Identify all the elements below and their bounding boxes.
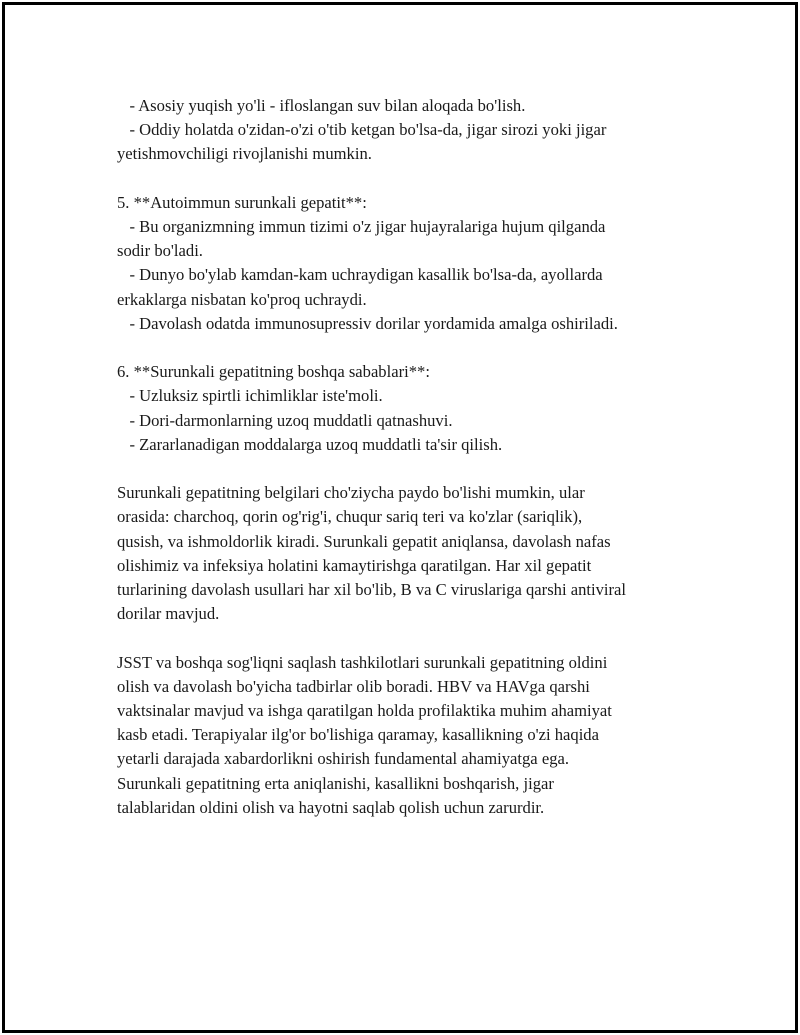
section-heading: 5. **Autoimmun surunkali gepatit**: xyxy=(117,192,367,212)
text-line: JSST va boshqa sog'liqni saqlash tashkilotlari surunkali gepatitning oldini xyxy=(117,652,608,672)
paragraph-gap xyxy=(117,336,697,360)
section-5 xyxy=(117,191,697,336)
text-line: olishimiz va infeksiya holatini kamaytirishga qaratilgan. Har xil gepatit xyxy=(117,555,592,575)
paragraph-gap xyxy=(117,626,697,650)
text-line: olish va davolash bo'yicha tadbirlar olib boradi. HBV va HAVga qarshi xyxy=(117,676,590,696)
list-continuation xyxy=(117,94,697,167)
text-line: dorilar mavjud. xyxy=(117,604,220,624)
section-6 xyxy=(117,360,697,457)
text-line: - Uzluksiz spirtli ichimliklar iste'moli. xyxy=(117,386,383,406)
text-line: erkaklarga nisbatan ko'proq uchraydi. xyxy=(117,289,367,309)
text-line: - Dunyo bo'ylab kamdan-kam uchraydigan kasallik bo'lsa-da, ayollarda xyxy=(117,265,603,285)
paragraph-prevention xyxy=(117,651,697,820)
text-line: kasb etadi. Terapiyalar ilg'or bo'lishiga qaramay, kasallikning o'zi haqida xyxy=(117,725,599,745)
text-line: sodir bo'ladi. xyxy=(117,241,203,261)
text-line: talablaridan oldini olish va hayotni saqlab qolish uchun zarurdir. xyxy=(117,797,545,817)
paragraph-gap xyxy=(117,457,697,481)
text-line: vaktsinalar mavjud va ishga qaratilgan holda profilaktika muhim ahamiyat xyxy=(117,701,612,721)
document-body xyxy=(117,94,697,820)
section-heading: 6. **Surunkali gepatitning boshqa sabablari**: xyxy=(117,362,430,382)
text-line: - Oddiy holatda o'zidan-o'zi o'tib ketgan bo'lsa-da, jigar sirozi yoki jigar xyxy=(117,120,607,140)
paragraph-gap xyxy=(117,167,697,191)
text-line: turlarining davolash usullari har xil bo'lib, B va C viruslariga qarshi antiviral xyxy=(117,580,626,600)
text-line: orasida: charchoq, qorin og'rig'i, chuqur sariq teri va ko'zlar (sariqlik), xyxy=(117,507,583,527)
text-line: - Dori-darmonlarning uzoq muddatli qatnashuvi. xyxy=(117,410,453,430)
text-line: qusish, va ishmoldorlik kiradi. Surunkali gepatit aniqlansa, davolash nafas xyxy=(117,531,611,551)
text-line: yetishmovchiligi rivojlanishi mumkin. xyxy=(117,144,372,164)
text-line: Surunkali gepatitning belgilari cho'ziycha paydo bo'lishi mumkin, ular xyxy=(117,483,585,503)
text-line: - Davolash odatda immunosupressiv dorilar yordamida amalga oshiriladi. xyxy=(117,313,618,333)
text-line: - Asosiy yuqish yo'li - ifloslangan suv bilan aloqada bo'lish. xyxy=(117,96,526,115)
text-line: - Bu organizmning immun tizimi o'z jigar hujayralariga hujum qilganda xyxy=(117,217,606,236)
text-line: - Zararlanadigan moddalarga uzoq muddatli ta'sir qilish. xyxy=(117,434,503,454)
text-line: Surunkali gepatitning erta aniqlanishi, kasallikni boshqarish, jigar xyxy=(117,773,554,793)
text-line: yetarli darajada xabardorlikni oshirish fundamental ahamiyatga ega. xyxy=(117,749,570,769)
paragraph-symptoms xyxy=(117,481,697,626)
